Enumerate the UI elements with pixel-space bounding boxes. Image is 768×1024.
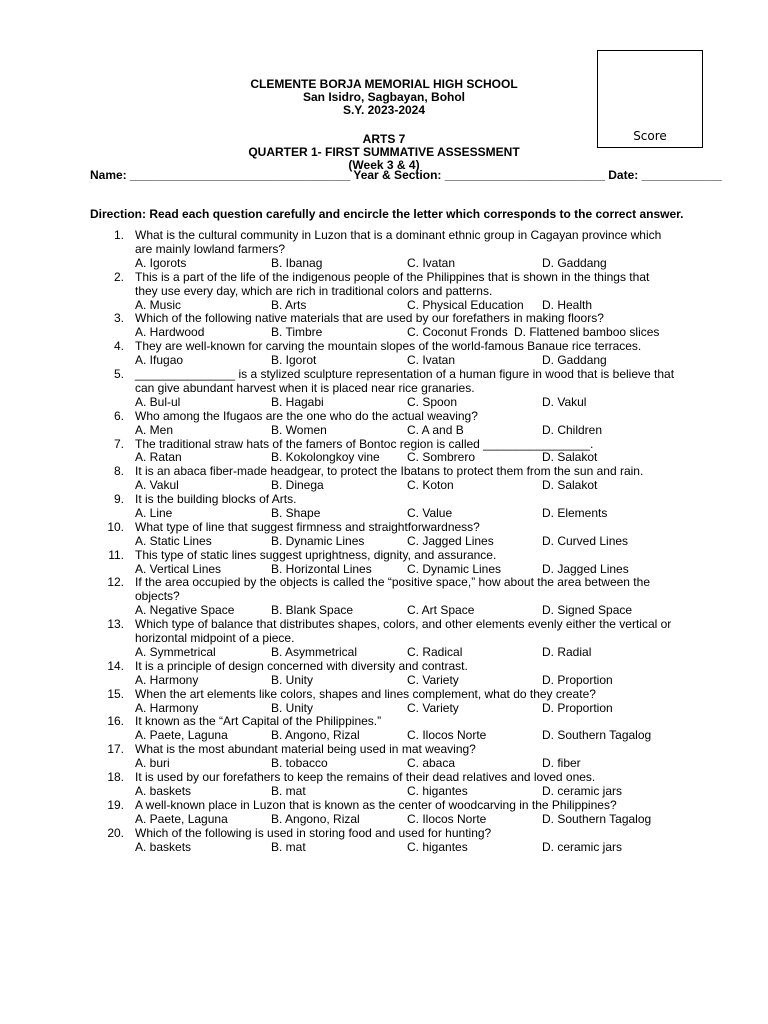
school-year: S.Y. 2023-2024: [342, 103, 426, 117]
question-number: 9.: [113, 492, 124, 507]
answer-choice[interactable]: A. Hardwood: [135, 325, 205, 340]
answer-choice[interactable]: A. Harmony: [135, 700, 199, 715]
question-number: 14.: [107, 658, 124, 673]
question-item: [0, 576, 768, 618]
answer-choice[interactable]: B. Shape: [271, 506, 321, 520]
answer-choice[interactable]: A. Men: [135, 422, 174, 437]
answer-choice[interactable]: C. Coconut Fronds: [407, 325, 508, 340]
question-number: 6.: [113, 408, 124, 423]
answer-choices: [0, 326, 768, 340]
answer-choice[interactable]: A. Bul-ul: [135, 394, 181, 409]
answer-choice[interactable]: C. Ilocos Norte: [407, 728, 487, 743]
answer-choices: [0, 451, 768, 465]
question-item: [0, 521, 768, 549]
answer-choice[interactable]: B. mat: [271, 783, 306, 798]
answer-choice[interactable]: B. tobacco: [271, 756, 328, 771]
question-text: Which type of balance that distributes shapes, colors, and other elements evenly either the vertical or horizontal midpoint of a piece.: [135, 617, 672, 646]
answer-choice[interactable]: B. Igorot: [271, 353, 317, 368]
answer-choice[interactable]: C. Spoon: [407, 394, 458, 409]
answer-choices: [0, 396, 768, 410]
answer-choice[interactable]: A. Negative Space: [135, 603, 235, 618]
question-text: Which of the following is used in storing food and used for hunting?: [135, 825, 492, 840]
answer-choice[interactable]: A. Paete, Laguna: [135, 728, 228, 743]
answer-choice[interactable]: C. higantes: [407, 839, 468, 854]
answer-choice[interactable]: B. Unity: [271, 700, 314, 715]
answer-choice[interactable]: B. Dinega: [271, 478, 324, 493]
answer-choice[interactable]: D. Salakot: [542, 450, 598, 465]
answer-choice[interactable]: A. Vakul: [135, 478, 179, 493]
answer-choices: [0, 299, 768, 313]
question-number: 3.: [113, 311, 124, 326]
question-item: [0, 799, 768, 827]
answer-choice[interactable]: B. Angono, Rizal: [271, 728, 360, 743]
question-number: 11.: [108, 547, 124, 562]
student-info-line: Name: _________________________________ Year & Section: ________________________ Date: ____________: [90, 168, 722, 182]
answer-choice[interactable]: B. Hagabi: [271, 394, 324, 409]
answer-choice[interactable]: D. Proportion: [542, 700, 613, 715]
answer-choice[interactable]: C. Koton: [407, 478, 454, 493]
document-header: [0, 78, 768, 172]
question-number: 7.: [113, 436, 124, 451]
answer-choices: [0, 424, 768, 438]
question-item: [0, 410, 768, 438]
question-text: They are well-known for carving the mountain slopes of the world-famous Banaue rice terraces.: [135, 339, 642, 354]
question-number: 19.: [107, 797, 124, 812]
answer-choice[interactable]: A. Music: [135, 297, 182, 312]
answer-choice[interactable]: C. higantes: [407, 783, 468, 798]
answer-choice[interactable]: C. Variety: [407, 700, 459, 715]
question-text: _______________ is a stylized sculpture representation of a human figure in wood that is believe that can give abundant harvest when it is placed near rice granaries.: [135, 367, 675, 395]
answer-choice[interactable]: B. Horizontal Lines: [271, 561, 372, 576]
answer-choice[interactable]: D. Southern Tagalog: [542, 728, 652, 743]
answer-choice[interactable]: D. Children: [542, 422, 603, 437]
answer-choice[interactable]: B. Blank Space: [271, 603, 354, 618]
answer-choice[interactable]: B. Ibanag: [271, 255, 323, 270]
answer-choice[interactable]: C. Sombrero: [407, 450, 476, 465]
answer-choice[interactable]: B. Dynamic Lines: [271, 533, 365, 548]
question-text: This type of static lines suggest uprightness, dignity, and assurance.: [135, 547, 497, 562]
question-text: If the area occupied by the objects is called the “positive space,” how about the area between the objects?: [135, 575, 650, 604]
question-text: Which of the following native materials that are used by our forefathers in making floors?: [135, 311, 604, 326]
answer-choices: [0, 702, 768, 716]
answer-choice[interactable]: B. Arts: [271, 297, 307, 312]
question-item: [0, 743, 768, 771]
answer-choice[interactable]: B. Timbre: [271, 325, 323, 340]
question-text: It known as the “Art Capital of the Philippines.”: [135, 714, 382, 729]
question-number: 10.: [107, 519, 124, 534]
question-item: [0, 618, 768, 660]
question-item: [0, 312, 768, 340]
answer-choice[interactable]: A. Ratan: [135, 450, 182, 465]
answer-choice[interactable]: D. Gaddang: [542, 255, 607, 270]
answer-choices: [0, 535, 768, 549]
answer-choices: [0, 785, 768, 799]
question-item: [0, 465, 768, 493]
question-item: [0, 771, 768, 799]
answer-choice[interactable]: C. Dynamic Lines: [407, 561, 502, 576]
directions: Direction: Read each question carefully and encircle the letter which corresponds to the correct answer.: [90, 207, 684, 221]
answer-choice[interactable]: D. Elements: [542, 506, 608, 520]
answer-choice[interactable]: B. mat: [271, 839, 306, 854]
question-number: 5.: [113, 367, 124, 381]
answer-choice[interactable]: B. Women: [271, 422, 327, 437]
question-item: [0, 660, 768, 688]
question-text: When the art elements like colors, shapes and lines complement, what do they create?: [135, 686, 596, 701]
answer-choice[interactable]: C. Art Space: [407, 603, 475, 618]
answer-choice[interactable]: C. Variety: [407, 672, 459, 687]
question-number: 13.: [107, 617, 124, 632]
question-item: [0, 438, 768, 466]
answer-choice[interactable]: D. Gaddang: [542, 353, 607, 368]
question-number: 12.: [107, 575, 124, 590]
question-item: [0, 368, 768, 410]
answer-choice[interactable]: D. ceramic jars: [542, 839, 623, 854]
answer-choice[interactable]: D. Flattened bamboo slices: [514, 325, 660, 340]
question-item: [0, 549, 768, 577]
question-number: 8.: [113, 464, 124, 479]
answer-choice[interactable]: C. Physical Education: [407, 297, 524, 312]
subject-title: ARTS 7: [362, 132, 406, 146]
question-text: What is the cultural community in Luzon that is a dominant ethnic group in Cagayan province which are mainly lowland farmers?: [135, 228, 662, 256]
score-label: Score: [633, 129, 667, 143]
question-item: [0, 493, 768, 521]
question-number: 20.: [107, 825, 124, 840]
answer-choice[interactable]: A. Symmetrical: [135, 645, 216, 659]
answer-choice[interactable]: D. fiber: [542, 756, 581, 771]
question-number: 2.: [113, 269, 124, 284]
question-item: [0, 688, 768, 716]
answer-choice[interactable]: A. baskets: [135, 839, 192, 854]
question-number: 18.: [107, 770, 124, 785]
answer-choice[interactable]: D. Vakul: [542, 394, 587, 409]
answer-choice[interactable]: D. Signed Space: [542, 603, 633, 618]
question-list: [0, 229, 768, 854]
question-number: 15.: [107, 686, 124, 701]
answer-choices: [0, 507, 768, 521]
question-text: The traditional straw hats of the famers of Bontoc region is called ________________.: [135, 436, 594, 451]
assessment-title: QUARTER 1- FIRST SUMMATIVE ASSESSMENT: [248, 145, 520, 159]
school-address: San Isidro, Sagbayan, Bohol: [302, 90, 466, 104]
question-text: It is the building blocks of Arts.: [135, 492, 297, 507]
question-number: 4.: [113, 339, 124, 354]
answer-choices: [0, 729, 768, 743]
question-text: It is used by our forefathers to keep the remains of their dead relatives and loved ones.: [135, 770, 596, 785]
answer-choices: [0, 841, 768, 855]
answer-choices: [0, 604, 768, 618]
question-text: What is the most abundant material being used in mat weaving?: [135, 742, 476, 757]
answer-choices: [0, 813, 768, 827]
answer-choice[interactable]: D. Health: [542, 297, 593, 312]
question-text: It is a principle of design concerned with diversity and contrast.: [135, 658, 468, 673]
question-item: [0, 229, 768, 271]
answer-choice[interactable]: A. Harmony: [135, 672, 199, 687]
question-item: [0, 271, 768, 313]
answer-choices: [0, 479, 768, 493]
answer-choice[interactable]: B. Kokolongkoy vine: [271, 450, 380, 465]
assessment-weeks: (Week 3 & 4): [348, 158, 420, 172]
answer-choice[interactable]: D. Jagged Lines: [542, 561, 629, 576]
answer-choice[interactable]: A. Static Lines: [135, 533, 212, 548]
answer-choice[interactable]: A. Line: [135, 506, 173, 520]
question-text: What type of line that suggest firmness and straightforwardness?: [135, 519, 480, 534]
answer-choices: [0, 257, 768, 271]
answer-choice[interactable]: B. Unity: [271, 672, 314, 687]
question-number: 16.: [107, 714, 124, 729]
answer-choice[interactable]: C. Radical: [407, 645, 463, 659]
answer-choice[interactable]: B. Asymmetrical: [271, 645, 358, 659]
answer-choice[interactable]: A. Ifugao: [135, 353, 184, 368]
answer-choice[interactable]: A. baskets: [135, 783, 192, 798]
answer-choice[interactable]: B. Angono, Rizal: [271, 811, 360, 826]
answer-choices: [0, 674, 768, 688]
question-text: This is a part of the life of the indigenous people of the Philippines that is shown in the things that they use every day, which are rich in traditional colors and patterns.: [135, 269, 650, 298]
answer-choices: [0, 646, 768, 660]
question-number: 1.: [113, 228, 124, 242]
answer-choices: [0, 757, 768, 771]
answer-choice[interactable]: C. Ivatan: [407, 353, 456, 368]
answer-choice[interactable]: D. Curved Lines: [542, 533, 629, 548]
answer-choice[interactable]: C. abaca: [407, 756, 456, 771]
answer-choice[interactable]: A. Paete, Laguna: [135, 811, 228, 826]
question-item: [0, 827, 768, 855]
answer-choice[interactable]: C. Ivatan: [407, 255, 456, 270]
answer-choices: [0, 354, 768, 368]
question-text: It is an abaca fiber-made headgear, to protect the Ibatans to protect them from the sun and rain.: [135, 464, 644, 479]
answer-choices: [0, 563, 768, 577]
school-name: CLEMENTE BORJA MEMORIAL HIGH SCHOOL: [250, 77, 518, 91]
question-text: A well-known place in Luzon that is known as the center of woodcarving in the Philippines?: [135, 797, 617, 812]
answer-choice[interactable]: A. buri: [135, 756, 170, 771]
question-item: [0, 715, 768, 743]
question-number: 17.: [107, 742, 124, 757]
question-text: Who among the Ifugaos are the one who do the actual weaving?: [135, 408, 478, 423]
answer-choice[interactable]: D. Southern Tagalog: [542, 811, 652, 826]
answer-choice[interactable]: D. Proportion: [542, 672, 613, 687]
answer-choice[interactable]: D. Salakot: [542, 478, 598, 493]
answer-choice[interactable]: C. A and B: [407, 422, 464, 437]
answer-choice[interactable]: D. Radial: [542, 645, 592, 659]
answer-choice[interactable]: C. Ilocos Norte: [407, 811, 487, 826]
answer-choice[interactable]: A. Igorots: [135, 255, 187, 270]
answer-choice[interactable]: A. Vertical Lines: [135, 561, 222, 576]
question-item: [0, 340, 768, 368]
answer-choice[interactable]: C. Jagged Lines: [407, 533, 494, 548]
answer-choice[interactable]: D. ceramic jars: [542, 783, 623, 798]
answer-choice[interactable]: C. Value: [407, 506, 453, 520]
